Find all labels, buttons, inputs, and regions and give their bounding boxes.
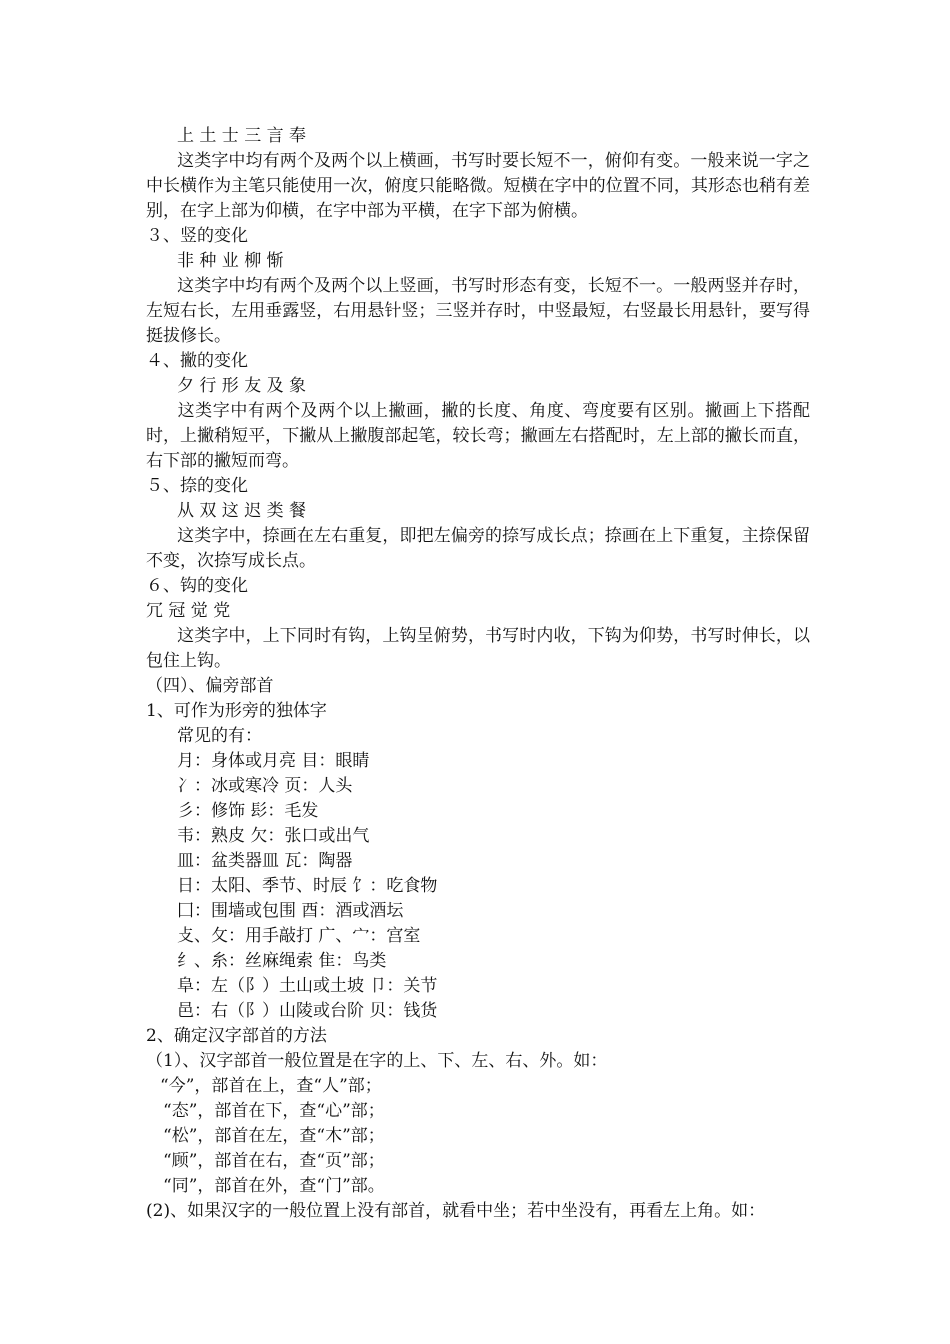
example-line: “顾”，部首在右，查“页”部； (163, 1151, 385, 1171)
example-line: “态”，部首在下，查“心”部； (163, 1101, 385, 1121)
example-chars-gou: 冗 冠 觉 党 (146, 601, 231, 621)
radical-row: 纟、糸：丝麻绳索 隹：鸟类 (177, 951, 387, 971)
heading-na: ５、捺的变化 (146, 476, 248, 496)
method-rule-2: (2)、如果汉字的一般位置上没有部首，就看中坐；若中坐没有，再看左上角。如： (146, 1201, 766, 1221)
radical-row: 日：太阳、季节、时辰 饣：吃食物 (177, 876, 438, 896)
paragraph-shu (146, 274, 810, 349)
paragraph-gou-text: 这类字中，上下同时有钩，上钩呈俯势，书写时内收，下钩为仰势，书写时伸长，以包住上钩。 (146, 626, 810, 671)
heading-radicals: （四）、偏旁部首 (146, 676, 274, 696)
paragraph-na (146, 524, 810, 574)
paragraph-pie-text: 这类字中有两个及两个以上撇画，撇的长度、角度、弯度要有区别。撇画上下搭配时，上撇稍短平，下撇从上撇腹部起笔，较长弯；撇画左右搭配时，左上部的撇长而直，右下部的撇短而弯。 (146, 401, 810, 471)
paragraph-heng-text: 这类字中均有两个及两个以上横画，书写时要长短不一，俯仰有变。一般来说一字之中长横作为主笔只能使用一次，俯度只能略微。短横在字中的位置不同，其形态也稍有差别，在字上部为仰横，在字中部为平横，在字下部为俯横。 (146, 151, 810, 221)
heading-pie: ４、撇的变化 (146, 351, 248, 371)
paragraph-gou (146, 624, 810, 674)
radical-row: 囗：围墙或包围 酉：酒或酒坛 (177, 901, 404, 921)
example-line: “松”，部首在左，查“木”部； (163, 1126, 385, 1146)
subheading-method: 2、确定汉字部首的方法 (146, 1026, 327, 1046)
example-chars-na: 从 双 这 迟 类 餐 (177, 501, 307, 521)
example-chars-shu: 非 种 业 柳 惭 (177, 251, 284, 271)
paragraph-na-text: 这类字中，捺画在左右重复，即把左偏旁的捺写成长点；捺画在上下重复，主捺保留不变，次捺写成长点。 (146, 526, 810, 571)
method-rule-1: （1）、汉字部首一般位置是在字的上、下、左、右、外。如： (146, 1051, 608, 1071)
radical-row: 彡：修饰 髟：毛发 (177, 801, 319, 821)
radical-row: 月：身体或月亮 目：眼睛 (177, 751, 370, 771)
common-label: 常见的有： (177, 726, 262, 746)
paragraph-shu-text: 这类字中均有两个及两个以上竖画，书写时形态有变，长短不一。一般两竖并存时，左短右长，左用垂露竖，右用悬针竖；三竖并存时，中竖最短，右竖最长用悬针，要写得挺拔修长。 (146, 276, 810, 346)
paragraph-heng (146, 149, 810, 224)
paragraph-pie (146, 399, 810, 474)
radical-row: 冫：冰或寒冷 页：人头 (177, 776, 353, 796)
radical-row: 皿：盆类器皿 瓦：陶器 (177, 851, 353, 871)
radical-row: 邑：右（阝）山陵或台阶 贝：钱货 (177, 1001, 438, 1021)
radical-row: 韦：熟皮 欠：张口或出气 (177, 826, 370, 846)
example-chars-heng: 上 土 士 三 言 奉 (177, 126, 307, 146)
radical-row: 阜：左（阝）土山或土坡 卩：关节 (177, 976, 438, 996)
example-line: “同”，部首在外，查“门”部。 (163, 1176, 385, 1196)
example-chars-pie: 夕 行 形 友 及 象 (177, 376, 307, 396)
radical-row: 攴、攵：用手敲打 广、宀：宫室 (177, 926, 421, 946)
subheading-standalone: 1、可作为形旁的独体字 (146, 701, 327, 721)
heading-gou: ６、钩的变化 (146, 576, 248, 596)
example-line: “今”，部首在上，查“人”部； (160, 1076, 382, 1096)
heading-shu: ３、竖的变化 (146, 226, 248, 246)
